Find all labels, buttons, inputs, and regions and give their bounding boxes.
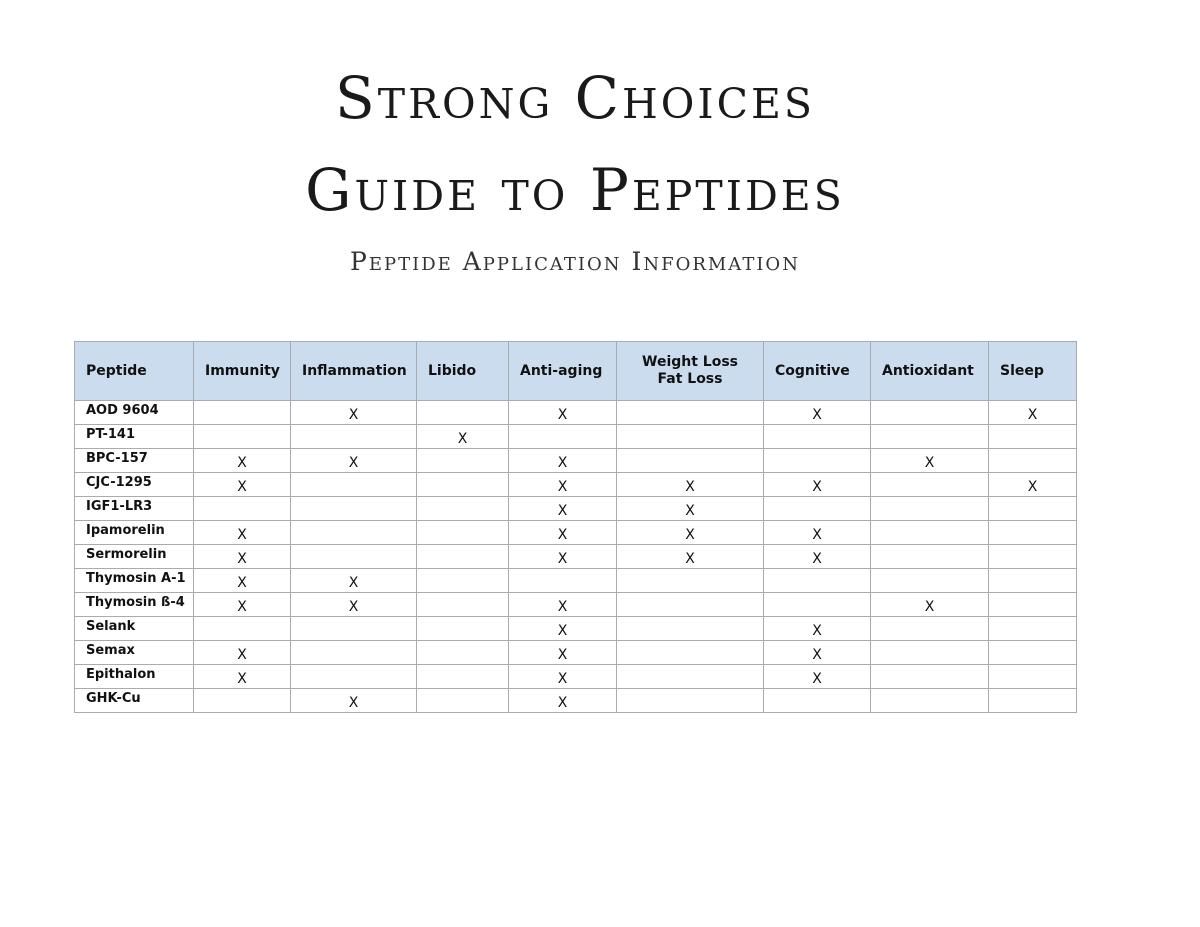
application-mark-cell [871,665,989,689]
application-mark-cell [617,665,764,689]
application-mark-cell [291,545,417,569]
peptide-name-cell: CJC-1295 [75,473,194,497]
application-mark-cell [764,569,871,593]
peptide-name-cell: Semax [75,641,194,665]
application-mark-cell [989,665,1077,689]
application-mark-cell [989,689,1077,713]
application-mark-cell: X [194,449,291,473]
application-mark-cell [291,425,417,449]
application-mark-cell [417,665,509,689]
application-mark-cell [291,665,417,689]
peptide-name-cell: Thymosin A-1 [75,569,194,593]
application-mark-cell: X [871,593,989,617]
application-mark-cell [989,521,1077,545]
application-mark-cell [764,425,871,449]
application-mark-cell: X [509,665,617,689]
application-mark-cell: X [194,473,291,497]
application-mark-cell [764,449,871,473]
application-mark-cell: X [764,521,871,545]
application-mark-cell: X [194,641,291,665]
application-mark-cell: X [291,401,417,425]
peptide-name-cell: AOD 9604 [75,401,194,425]
application-mark-cell: X [291,689,417,713]
peptide-name-cell: Epithalon [75,665,194,689]
application-mark-cell [194,497,291,521]
application-mark-cell: X [291,449,417,473]
application-mark-cell [764,593,871,617]
table-row [75,473,1077,497]
table-row [75,425,1077,449]
table-row [75,617,1077,641]
peptide-name-cell: Ipamorelin [75,521,194,545]
application-mark-cell [871,521,989,545]
application-mark-cell [194,689,291,713]
application-mark-cell: X [509,473,617,497]
application-mark-cell: X [509,521,617,545]
peptide-name-cell: GHK-Cu [75,689,194,713]
application-mark-cell: X [989,473,1077,497]
application-mark-cell: X [871,449,989,473]
title-line-1: Strong Choices [335,64,815,132]
application-mark-cell [417,593,509,617]
application-mark-cell: X [291,569,417,593]
application-mark-cell [989,617,1077,641]
application-mark-cell: X [417,425,509,449]
peptide-name-cell: PT-141 [75,425,194,449]
application-mark-cell [617,641,764,665]
application-mark-cell [194,425,291,449]
application-mark-cell: X [509,545,617,569]
application-mark-cell: X [509,617,617,641]
column-header-inflammation: Inflammation [291,342,417,401]
application-mark-cell [291,473,417,497]
application-mark-cell: X [764,545,871,569]
application-mark-cell: X [194,521,291,545]
application-mark-cell: X [617,521,764,545]
application-mark-cell [617,593,764,617]
application-mark-cell: X [764,617,871,641]
application-mark-cell [291,641,417,665]
application-mark-cell [989,569,1077,593]
application-mark-cell: X [509,401,617,425]
application-mark-cell [417,545,509,569]
table-row [75,497,1077,521]
application-mark-cell [417,473,509,497]
table-row [75,665,1077,689]
application-mark-cell: X [291,593,417,617]
table-header-row [75,342,1077,401]
peptide-application-table [74,341,1077,713]
table-row [75,593,1077,617]
application-mark-cell [617,617,764,641]
application-mark-cell [989,593,1077,617]
application-mark-cell [617,569,764,593]
application-mark-cell [417,521,509,545]
table-row [75,641,1077,665]
application-mark-cell: X [509,593,617,617]
application-mark-cell: X [617,473,764,497]
table-row [75,449,1077,473]
application-mark-cell [617,689,764,713]
application-mark-cell [417,449,509,473]
application-mark-cell [871,569,989,593]
column-header-immunity: Immunity [194,342,291,401]
application-mark-cell [764,497,871,521]
application-mark-cell [871,473,989,497]
peptide-name-cell: IGF1-LR3 [75,497,194,521]
application-mark-cell: X [989,401,1077,425]
application-mark-cell: X [194,665,291,689]
peptide-name-cell: Thymosin ß-4 [75,593,194,617]
application-mark-cell: X [764,473,871,497]
column-header-weight-loss-line-1: Weight Loss [642,354,738,370]
application-mark-cell [509,569,617,593]
application-mark-cell [617,401,764,425]
application-mark-cell [871,401,989,425]
application-mark-cell: X [764,665,871,689]
title-line-2: Guide to Peptides [305,156,845,224]
column-header-weight-loss [617,342,764,401]
application-mark-cell: X [509,449,617,473]
column-header-weight-loss-line-2: Fat Loss [657,371,723,387]
application-mark-cell: X [194,545,291,569]
column-header-cognitive: Cognitive [764,342,871,401]
application-mark-cell [617,425,764,449]
table-row [75,401,1077,425]
table-row [75,545,1077,569]
column-header-antioxidant: Antioxidant [871,342,989,401]
application-mark-cell [871,617,989,641]
column-header-anti-aging: Anti-aging [509,342,617,401]
application-mark-cell [417,401,509,425]
application-mark-cell [291,521,417,545]
application-mark-cell [509,425,617,449]
application-mark-cell: X [509,641,617,665]
application-mark-cell [871,689,989,713]
application-mark-cell [989,641,1077,665]
application-mark-cell [989,449,1077,473]
application-mark-cell: X [617,497,764,521]
application-mark-cell [417,641,509,665]
table-body [75,401,1077,713]
peptide-table-container [74,341,1077,713]
peptide-name-cell: Selank [75,617,194,641]
application-mark-cell [764,689,871,713]
application-mark-cell [291,617,417,641]
application-mark-cell [989,497,1077,521]
column-header-sleep: Sleep [989,342,1077,401]
application-mark-cell [417,617,509,641]
application-mark-cell [617,449,764,473]
application-mark-cell [871,425,989,449]
application-mark-cell [194,617,291,641]
application-mark-cell: X [617,545,764,569]
application-mark-cell [989,545,1077,569]
application-mark-cell [989,425,1077,449]
table-row [75,569,1077,593]
table-row [75,521,1077,545]
application-mark-cell [417,689,509,713]
application-mark-cell: X [509,497,617,521]
application-mark-cell: X [194,569,291,593]
peptide-name-cell: Sermorelin [75,545,194,569]
table-row [75,689,1077,713]
application-mark-cell: X [194,593,291,617]
application-mark-cell [291,497,417,521]
column-header-libido: Libido [417,342,509,401]
application-mark-cell: X [764,401,871,425]
subtitle: Peptide Application Information [350,247,800,276]
application-mark-cell: X [509,689,617,713]
column-header-peptide: Peptide [75,342,194,401]
application-mark-cell [871,497,989,521]
application-mark-cell [871,641,989,665]
application-mark-cell [417,569,509,593]
application-mark-cell [194,401,291,425]
application-mark-cell [417,497,509,521]
application-mark-cell [871,545,989,569]
peptide-name-cell: BPC-157 [75,449,194,473]
application-mark-cell: X [764,641,871,665]
